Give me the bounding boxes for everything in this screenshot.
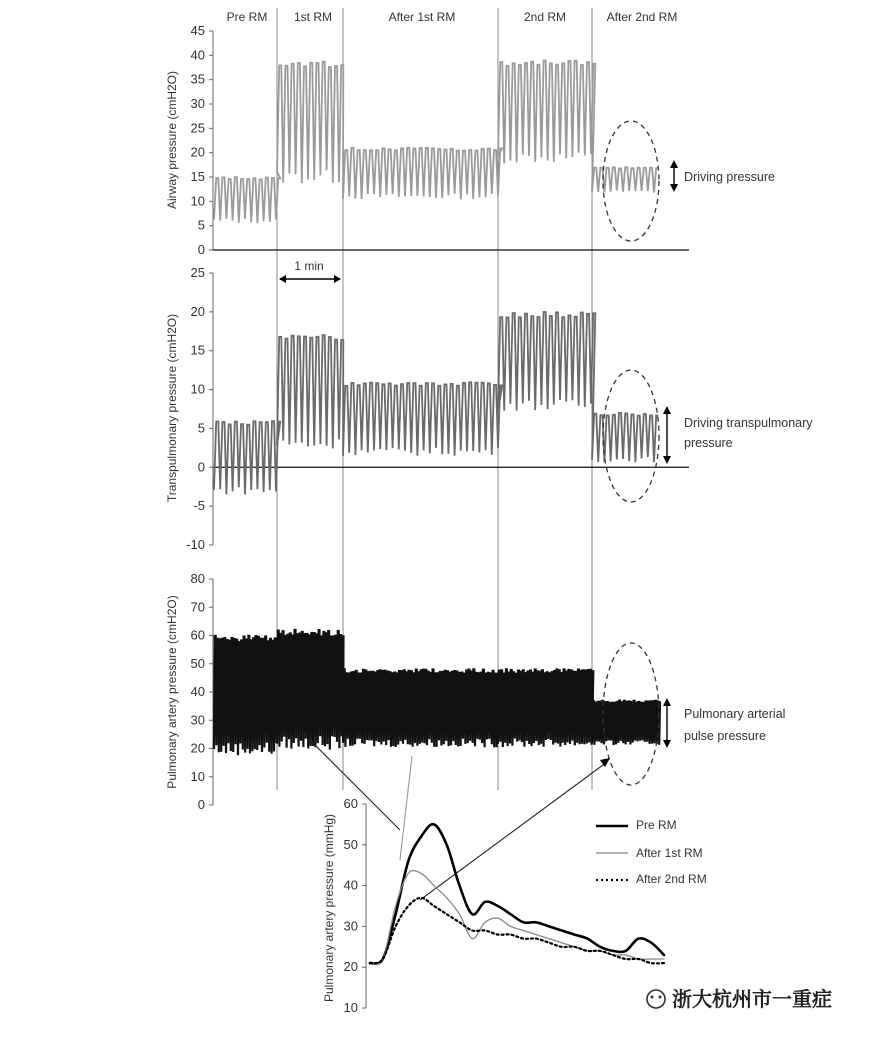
y-axis-label-transpulmonary: Transpulmonary pressure (cmH2O) <box>165 313 179 503</box>
phase-label-after-1st-rm: After 1st RM <box>388 10 456 24</box>
driving-transpulmonary-label-line1: Driving transpulmonary <box>684 416 813 430</box>
y-tick-label: 25 <box>190 265 205 280</box>
y-tick-label: -10 <box>186 537 205 552</box>
y-tick-label: 80 <box>190 571 205 586</box>
y-tick-label: 30 <box>190 96 205 111</box>
y-tick-label: 20 <box>190 740 205 756</box>
phase-label-after-2nd-rm: After 2nd RM <box>606 10 678 24</box>
inset-y-tick-label: 40 <box>343 877 358 893</box>
legend-label-after-2nd-rm: After 2nd RM <box>636 872 707 886</box>
inset-series-line <box>370 898 664 964</box>
inset-connector-after-2nd-rm <box>420 762 607 900</box>
y-tick-label: -5 <box>193 498 205 514</box>
watermark-logo-dot <box>651 996 654 999</box>
watermark-text: 浙大杭州市一重症 <box>672 989 832 1011</box>
phase-label-1st-rm: 1st RM <box>293 10 333 24</box>
range-arrowhead-down <box>670 184 678 192</box>
inset-series-line <box>370 824 664 964</box>
legend-label-after-1st-rm: After 1st RM <box>636 846 703 860</box>
y-tick-label: 0 <box>197 797 205 812</box>
y-tick-label: 20 <box>190 144 205 160</box>
y-tick-label: 20 <box>190 303 205 319</box>
inset-y-tick-label: 60 <box>343 796 358 811</box>
time-scale-arrowhead-right <box>334 275 341 283</box>
driving-pressure-label: Driving pressure <box>684 170 776 184</box>
y-tick-label: 0 <box>197 459 205 475</box>
y-axis-label-pa-waveform: Pulmonary artery pressure (mmHg) <box>322 813 336 1003</box>
driving-transpulmonary-label-line2: pressure <box>684 436 733 450</box>
phase-label-pre-rm: Pre RM <box>226 10 268 24</box>
y-axis-label-pulmonary-artery: Pulmonary artery pressure (cmH2O) <box>165 595 179 789</box>
watermark-logo-dot <box>659 996 662 999</box>
y-tick-label: 40 <box>190 47 205 63</box>
y-tick-label: 10 <box>190 193 205 209</box>
time-scale-label: 1 min <box>294 259 324 273</box>
inset-y-tick-label: 30 <box>343 918 358 934</box>
y-tick-label: 35 <box>190 71 205 87</box>
inset-y-tick-label: 50 <box>343 836 358 852</box>
trace-pulmonary-artery <box>214 630 661 755</box>
pulse-pressure-label-line1: Pulmonary arterial <box>684 707 786 721</box>
phase-label-2nd-rm: 2nd RM <box>523 10 567 24</box>
y-tick-label: 0 <box>197 242 205 257</box>
y-tick-label: 10 <box>190 768 205 784</box>
inset-y-tick-label: 10 <box>343 1000 358 1015</box>
y-tick-label: 25 <box>190 120 205 136</box>
y-tick-label: 30 <box>190 712 205 728</box>
y-tick-label: 50 <box>190 655 205 671</box>
y-tick-label: 5 <box>197 420 205 436</box>
watermark-logo-icon <box>647 990 665 1008</box>
inset-connector-after-1st-rm <box>400 756 412 860</box>
time-scale-arrowhead-left <box>279 275 286 283</box>
y-tick-label: 70 <box>190 599 205 615</box>
y-axis-label-airway: Airway pressure (cmH2O) <box>165 70 179 210</box>
range-arrowhead-up <box>670 160 678 168</box>
range-arrowhead-down <box>663 740 671 748</box>
legend-label-pre-rm: Pre RM <box>636 818 677 832</box>
y-tick-label: 45 <box>190 23 205 38</box>
range-arrowhead-up <box>663 698 671 706</box>
y-tick-label: 15 <box>190 169 205 184</box>
pulse-pressure-label-line2: pulse pressure <box>684 729 766 743</box>
range-arrowhead-down <box>663 456 671 464</box>
y-tick-label: 15 <box>190 342 205 358</box>
y-tick-label: 5 <box>197 217 205 233</box>
y-tick-label: 60 <box>190 627 205 643</box>
inset-y-tick-label: 20 <box>343 959 358 975</box>
y-tick-label: 10 <box>190 381 205 397</box>
y-tick-label: 40 <box>190 684 205 699</box>
range-arrowhead-up <box>663 406 671 414</box>
